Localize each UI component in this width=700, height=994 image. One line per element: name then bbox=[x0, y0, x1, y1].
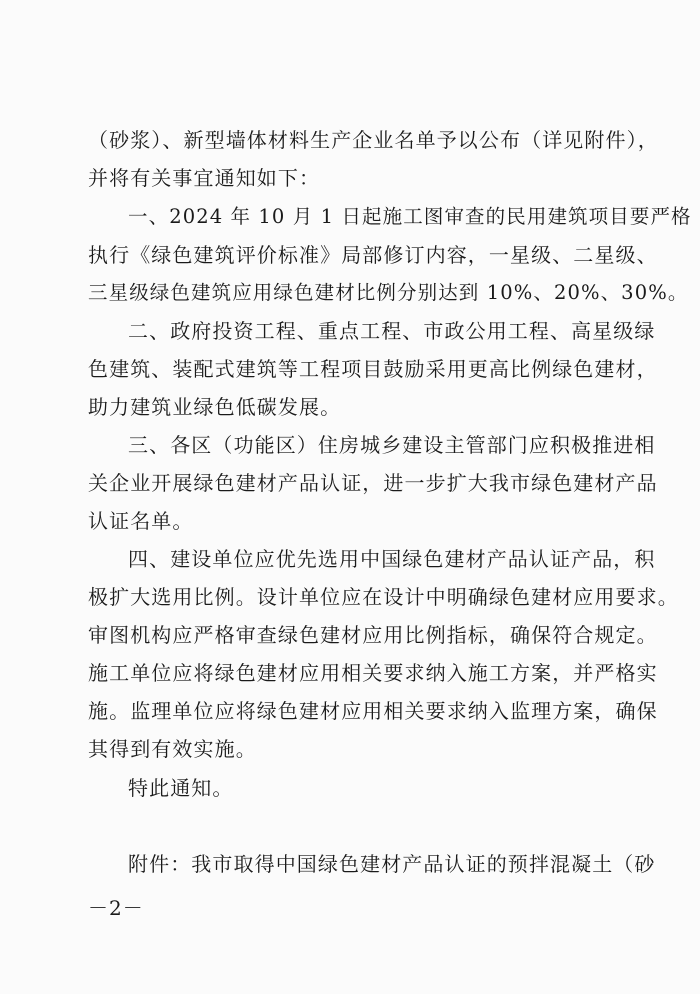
closing-remark: 特此通知。 bbox=[128, 776, 234, 800]
attachment-line: 附件：我市取得中国绿色建材产品认证的预拌混凝土（砂 bbox=[128, 852, 656, 876]
paragraph-2-line: 助力建筑业绿色低碳发展。 bbox=[88, 395, 342, 419]
paragraph-4-line: 其得到有效实施。 bbox=[88, 737, 257, 761]
paragraph-2-line: 二、政府投资工程、重点工程、市政公用工程、高星级绿 bbox=[128, 319, 656, 343]
paragraph-4-line: 施。监理单位应将绿色建材应用相关要求纳入监理方案，确保 bbox=[88, 699, 658, 723]
paragraph-4-line: 四、建设单位应优先选用中国绿色建材产品认证产品，积 bbox=[128, 547, 656, 571]
paragraph-3-line: 认证名单。 bbox=[88, 509, 194, 533]
paragraph-2-line: 色建筑、装配式建筑等工程项目鼓励采用更高比例绿色建材， bbox=[88, 357, 658, 381]
paragraph-1-line: 执行《绿色建筑评价标准》局部修订内容，一星级、二星级、 bbox=[88, 243, 658, 267]
text-line: 并将有关事宜通知如下： bbox=[88, 166, 321, 190]
paragraph-1-line: 一、2024 年 10 月 1 日起施工图审查的民用建筑项目要严格 bbox=[128, 205, 692, 228]
page-number: －2－ bbox=[88, 896, 144, 920]
paragraph-1-line: 三星级绿色建筑应用绿色建材比例分别达到 10%、20%、30%。 bbox=[88, 281, 689, 304]
text-line: （砂浆）、新型墙体材料生产企业名单予以公布（详见附件）， bbox=[88, 128, 659, 152]
paragraph-4-line: 施工单位应将绿色建材应用相关要求纳入施工方案，并严格实 bbox=[88, 661, 658, 685]
paragraph-3-line: 三、各区（功能区）住房城乡建设主管部门应积极推进相 bbox=[128, 433, 656, 457]
paragraph-3-line: 关企业开展绿色建材产品认证，进一步扩大我市绿色建材产品 bbox=[88, 471, 658, 495]
paragraph-4-line: 极扩大选用比例。设计单位应在设计中明确绿色建材应用要求。 bbox=[88, 585, 679, 609]
paragraph-4-line: 审图机构应严格审查绿色建材应用比例指标，确保符合规定。 bbox=[88, 623, 658, 647]
